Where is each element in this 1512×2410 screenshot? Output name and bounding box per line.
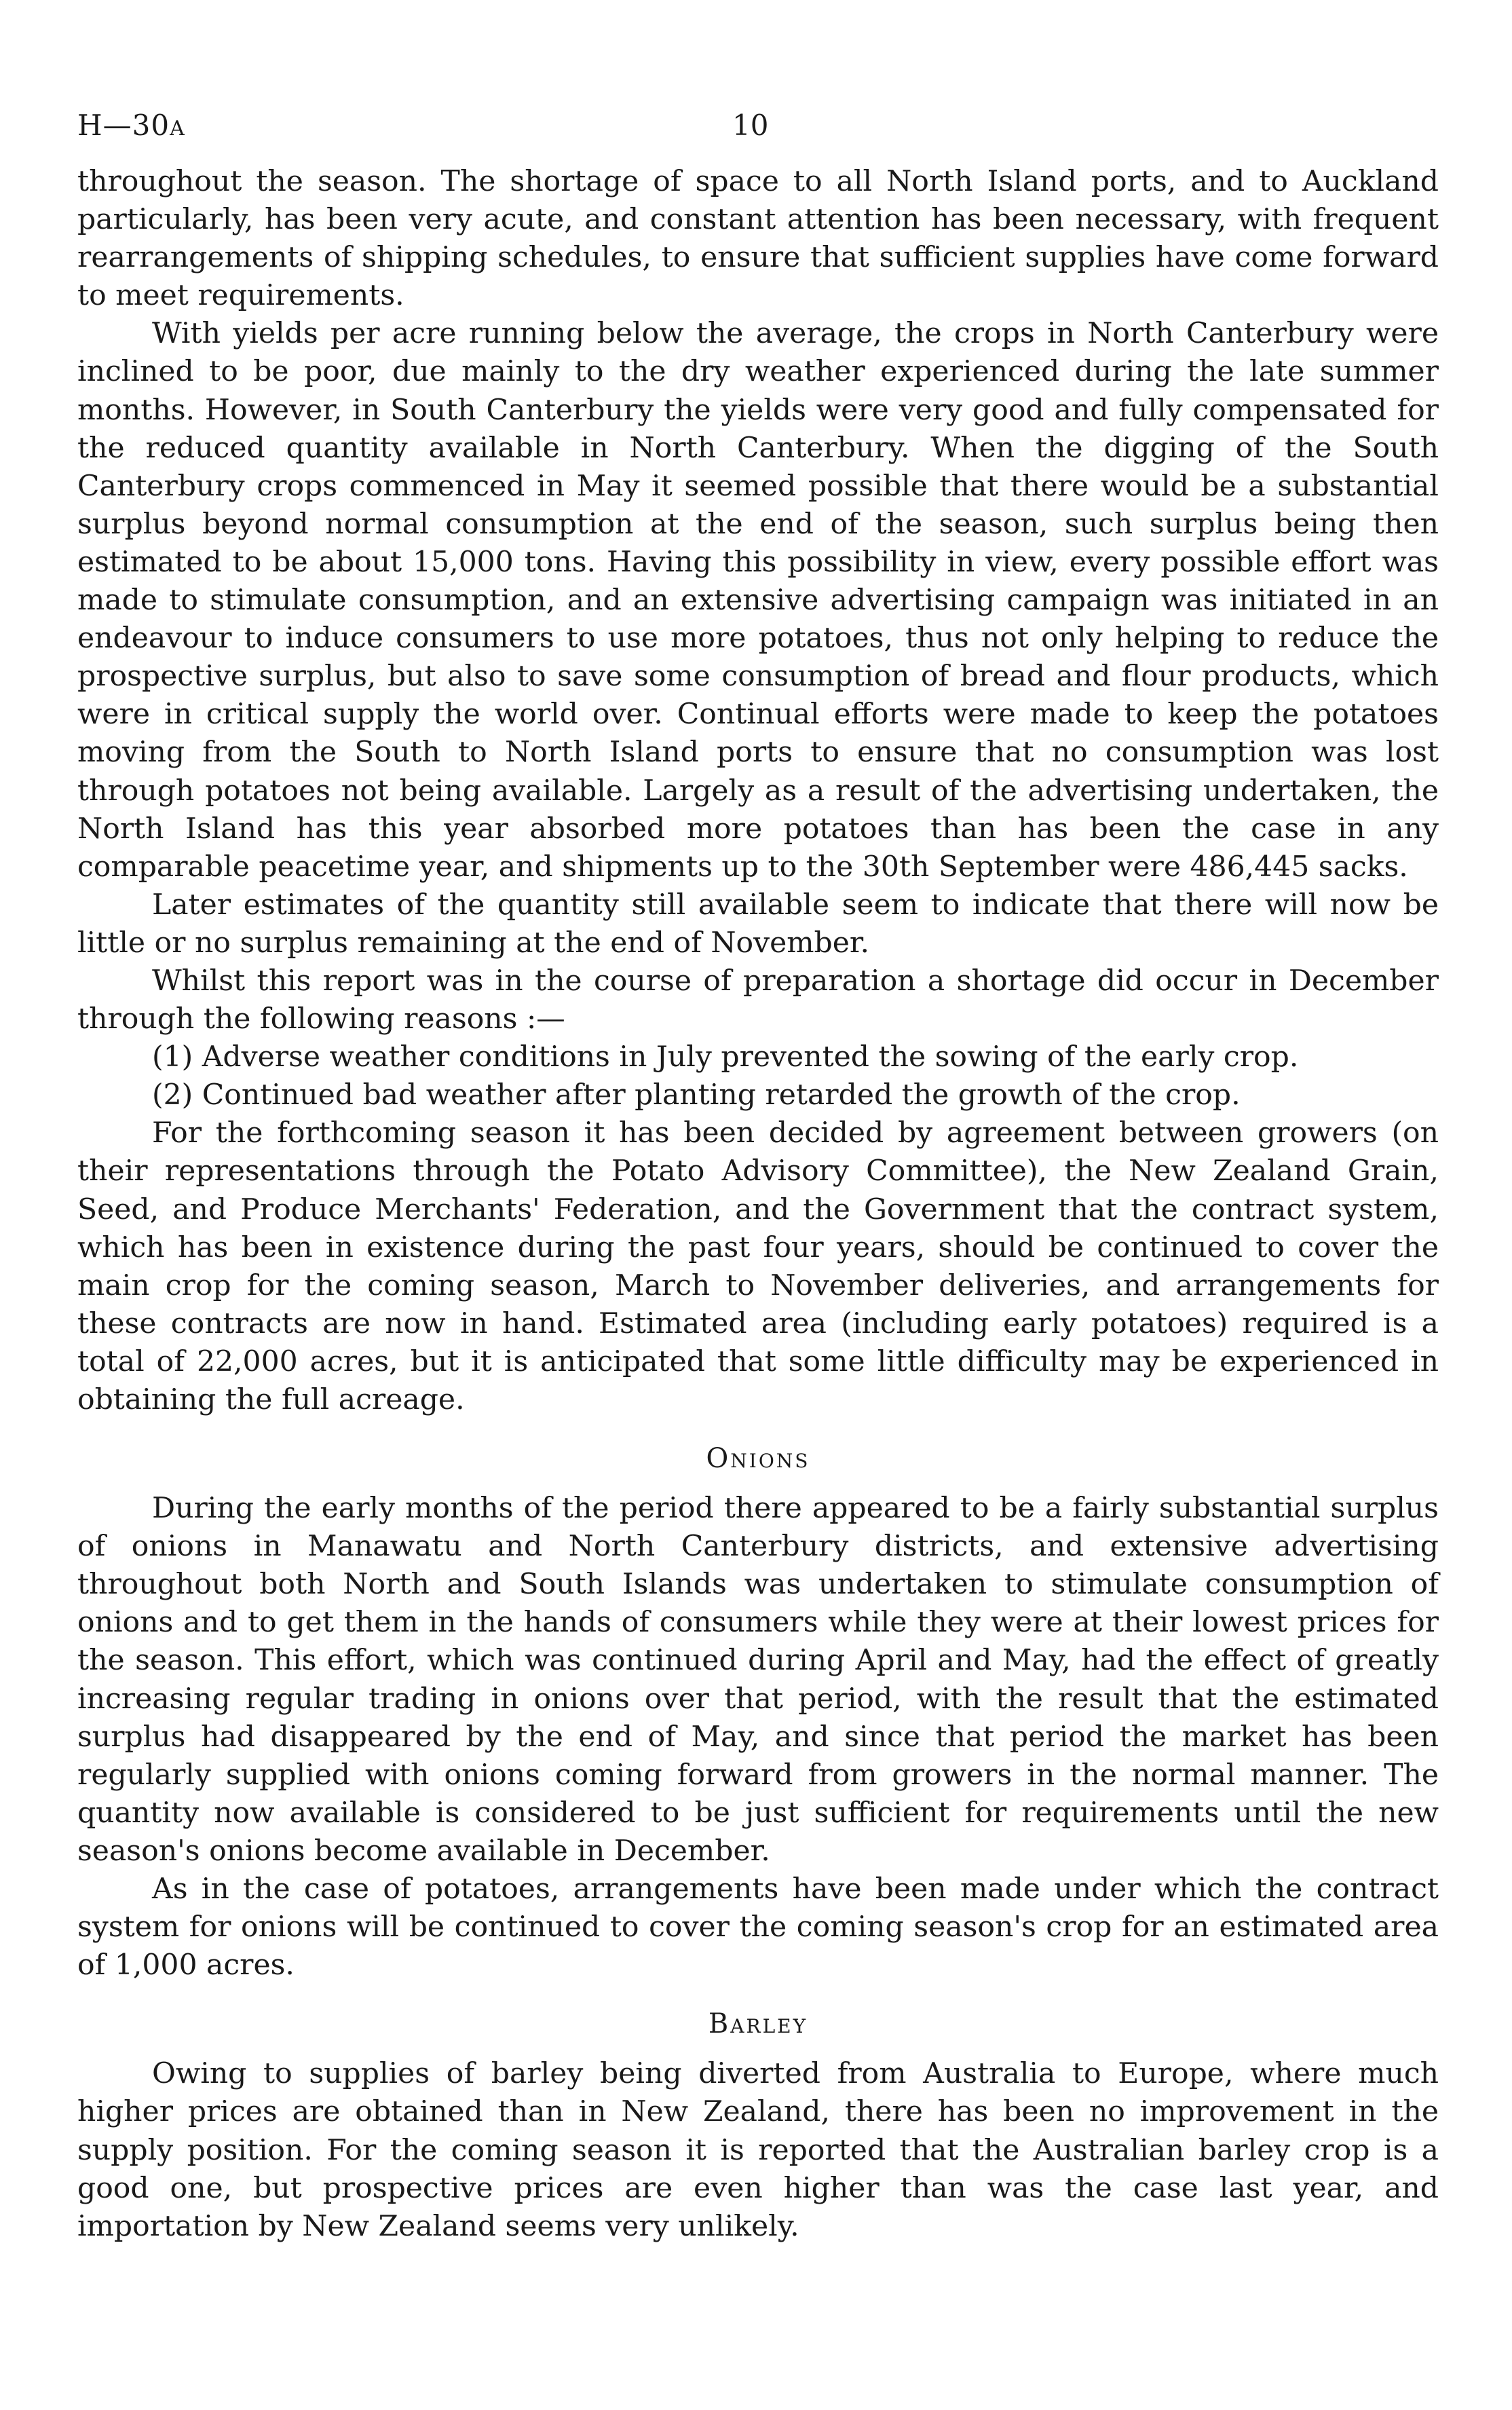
paragraph-onions-1: During the early months of the period there appeared to be a fairly substantial surplus of onions in Manawatu and North Canterbury districts, and extensive advertising throughout both North and South Islands was undertaken to stimulate consumption of onions and to get them in the hands of consumers while they were at their lowest prices for the season. This effort, which was continued during April and May, had the effect of greatly increasing regular trading in onions over that period, with the result that the estimated surplus had disappeared by the end of May, and since that period the market has been regularly supplied with onions coming forward from growers in the normal manner. The quantity now available is considered to be just sufficient for requirements until the new season's onions become available in December.: [77, 1492, 1439, 1868]
reason-item: (1) Adverse weather conditions in July prevented the sowing of the early crop.: [152, 1040, 1299, 1074]
paragraph-onions-2: As in the case of potatoes, arrangements have been made under which the contract system for onions will be continued to cover the coming season's crop for an estimated area of 1,000 acres.: [77, 1872, 1439, 1982]
page-number: 10: [732, 109, 769, 142]
document-reference-suffix: A: [170, 117, 185, 140]
document-reference-main: H—30: [77, 109, 170, 142]
page: [77, 102, 1439, 2246]
document-reference: [77, 109, 185, 142]
section-heading-onions: Onions: [706, 1443, 810, 1475]
paragraph-potatoes-1: throughout the season. The shortage of space to all North Island ports, and to Auckland particularly, has been very acute, and constant attention has been necessary, with frequent rearrangements of shipping schedules, to ensure that sufficient supplies have come forward to meet requirements.: [77, 165, 1439, 313]
paragraph-potatoes-3: Later estimates of the quantity still available seem to indicate that there will now be little or no surplus remaining at the end of November.: [77, 888, 1439, 960]
reason-item: (2) Continued bad weather after planting retarded the growth of the crop.: [152, 1078, 1241, 1112]
paragraph-potatoes-4: Whilst this report was in the course of preparation a shortage did occur in December through the following reasons :—: [77, 964, 1439, 1036]
body-text: [77, 163, 1439, 2246]
page-header: [77, 102, 1439, 163]
section-heading-barley: Barley: [708, 2008, 808, 2040]
paragraph-potatoes-5: For the forthcoming season it has been decided by agreement between growers (on their representations through the Potato Advisory Committee), the New Zealand Grain, Seed, and Produce Merchants' Federation, and the Government that the contract system, which has been in existence during the past four years, should be continued to cover the main crop for the coming season, March to November deliveries, and arrangements for these contracts are now in hand. Estimated area (including early potatoes) required is a total of 22,000 acres, but it is anticipated that some little difficulty may be experienced in obtaining the full acreage.: [77, 1116, 1439, 1416]
paragraph-potatoes-2: With yields per acre running below the average, the crops in North Canterbury were inclined to be poor, due mainly to the dry weather experienced during the late summer months. However, in South Canterbury the yields were very good and fully compensated for the reduced quantity available in North Canterbury. When the digging of the South Canterbury crops commenced in May it seemed possible that there would be a substantial surplus beyond normal consumption at the end of the season, such surplus being then estimated to be about 15,000 tons. Having this possibility in view, every possible effort was made to stimulate consumption, and an extensive advertising campaign was initiated in an endeavour to induce consumers to use more potatoes, thus not only helping to reduce the prospective surplus, but also to save some consumption of bread and flour products, which were in critical supply the world over. Continual efforts were made to keep the potatoes moving from the South to North Island ports to ensure that no consumption was lost through potatoes not being available. Largely as a result of the advertising undertaken, the North Island has this year absorbed more potatoes than has been the case in any comparable peacetime year, and shipments up to the 30th September were 486,445 sacks.: [77, 317, 1439, 884]
paragraph-barley-1: Owing to supplies of barley being diverted from Australia to Europe, where much higher prices are obtained than in New Zealand, there has been no improvement in the supply position. For the coming season it is reported that the Australian barley crop is a good one, but prospective prices are even higher than was the case last year, and importation by New Zealand seems very unlikely.: [77, 2057, 1439, 2243]
